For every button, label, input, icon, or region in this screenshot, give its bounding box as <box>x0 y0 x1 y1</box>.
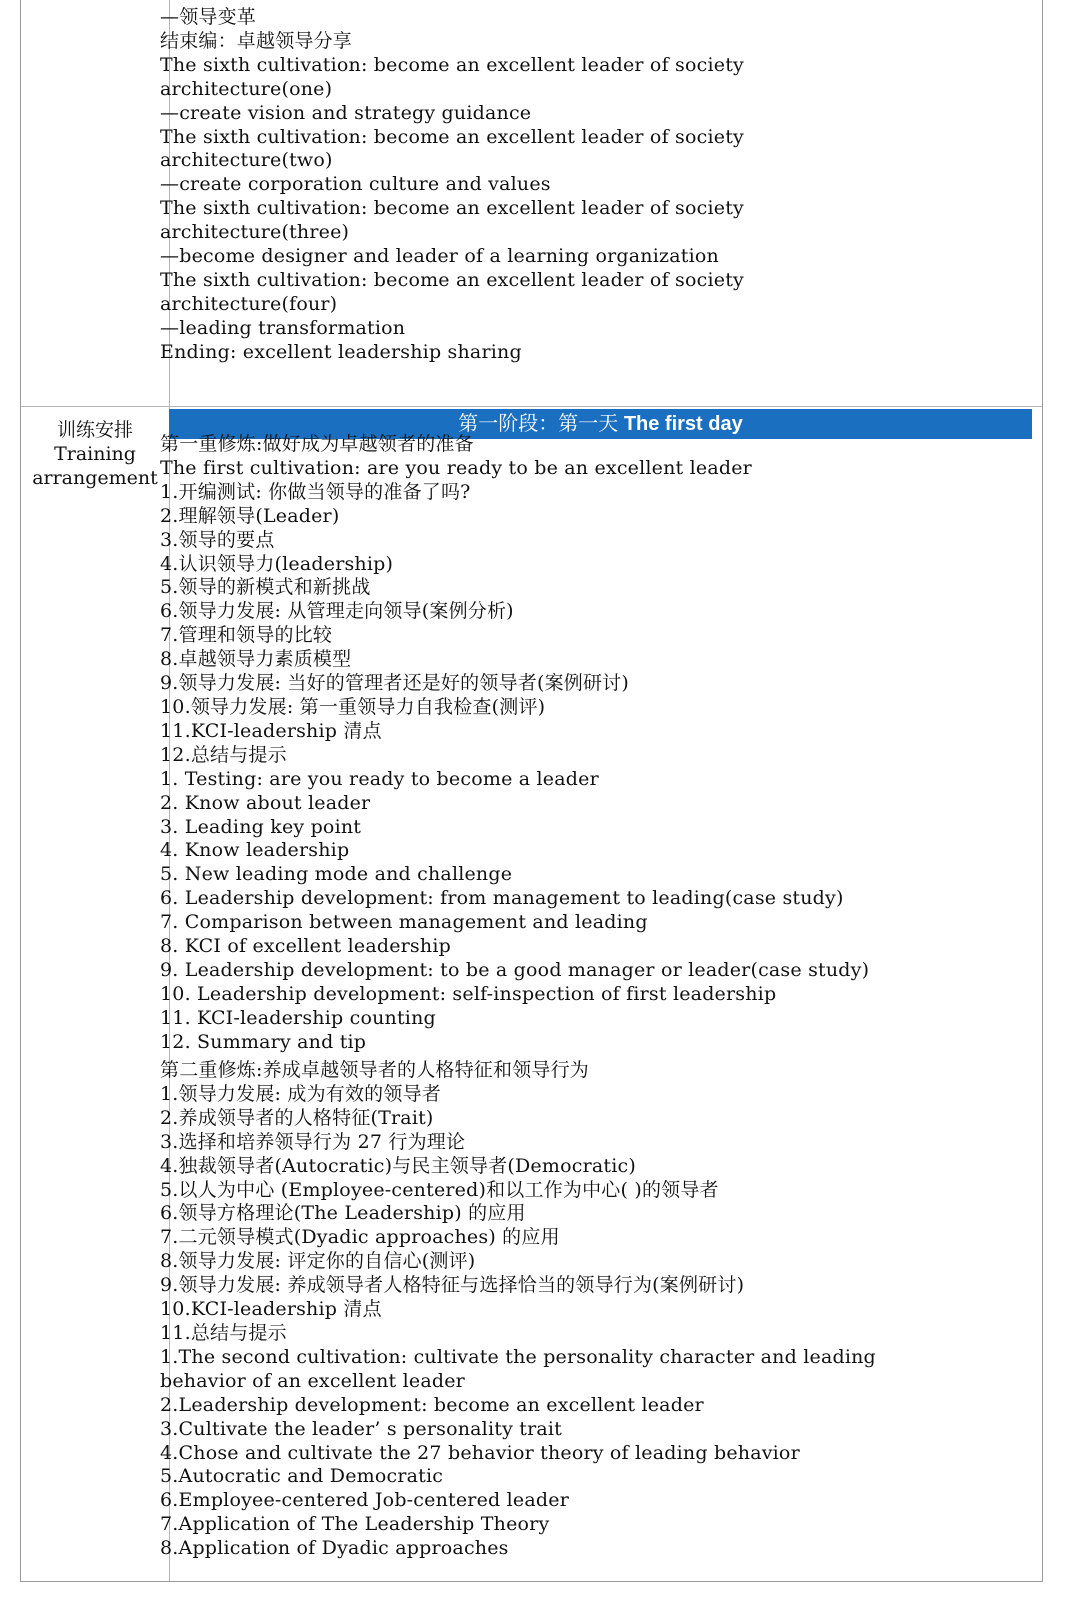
day1-line: 11. KCI-leadership counting <box>160 1006 436 1029</box>
day1-line: 第一重修炼:做好成为卓越领者的准备 <box>160 433 474 455</box>
day1-line: 11.KCI-leadership 清点 <box>160 719 382 742</box>
content-line: —become designer and leader of a learning organization <box>160 245 719 268</box>
content-line: architecture(two) <box>160 149 333 172</box>
second-cultivation-line: 7.二元领导模式(Dyadic approaches) 的应用 <box>160 1226 560 1249</box>
day1-line: 5.领导的新模式和新挑战 <box>160 576 371 599</box>
day1-line: 7.管理和领导的比较 <box>160 624 333 647</box>
second-cultivation-line: 3.Cultivate the leader’ s personality trait <box>160 1417 562 1440</box>
day1-line: 8. KCI of excellent leadership <box>160 935 451 958</box>
content-line: The sixth cultivation: become an excellent leader of society <box>160 53 744 76</box>
second-cultivation-line: 6.领导方格理论(The Leadership) 的应用 <box>160 1202 526 1225</box>
left-label-cell <box>21 406 169 490</box>
day1-line: 1. Testing: are you ready to become a leader <box>160 767 599 790</box>
content-line: The sixth cultivation: become an excellent leader of society <box>160 268 744 291</box>
second-cultivation-line: 5.Autocratic and Democratic <box>160 1465 444 1488</box>
content-line: architecture(one) <box>160 77 333 100</box>
second-cultivation-line: 3.选择和培养领导行为 27 行为理论 <box>160 1130 466 1153</box>
content-line: The sixth cultivation: become an excellent leader of society <box>160 125 744 148</box>
day1-line: 12.总结与提示 <box>160 743 287 766</box>
second-cultivation-line: 10.KCI-leadership 清点 <box>160 1298 382 1321</box>
second-cultivation-line: behavior of an excellent leader <box>160 1369 465 1392</box>
day1-line: 3.领导的要点 <box>160 528 275 551</box>
second-cultivation-block <box>160 1059 1059 1561</box>
banner-en: The first day <box>623 413 743 435</box>
content-line: 结束编：卓越领导分享 <box>160 29 353 52</box>
left-label-en-1: Training <box>54 443 136 465</box>
second-cultivation-line: 11.总结与提示 <box>160 1321 287 1344</box>
content-line: —create vision and strategy guidance <box>160 101 532 124</box>
second-cultivation-line: 8.领导力发展: 评定你的自信心(测评) <box>160 1250 476 1273</box>
second-cultivation-line: 9.领导力发展: 养成领导者人格特征与选择恰当的领导行为(案例研讨) <box>160 1274 745 1297</box>
left-label-zh: 训练安排 <box>56 419 133 441</box>
second-cultivation-line: 8.Application of Dyadic approaches <box>160 1537 509 1560</box>
second-cultivation-line: 6.Employee-centered Job-centered leader <box>160 1489 569 1512</box>
day1-line: 10.领导力发展: 第一重领导力自我检查(测评) <box>160 695 546 718</box>
content-line: architecture(four) <box>160 292 338 315</box>
content-line: Ending: excellent leadership sharing <box>160 340 522 363</box>
content-line: —leading transformation <box>160 316 406 339</box>
second-cultivation-line: 2.Leadership development: become an excellent leader <box>160 1393 704 1416</box>
day1-line: 2. Know about leader <box>160 791 371 814</box>
second-cultivation-line: 1.The second cultivation: cultivate the personality character and leading <box>160 1345 876 1368</box>
day1-line: 7. Comparison between management and leading <box>160 911 648 934</box>
second-cultivation-line: 2.养成领导者的人格特征(Trait) <box>160 1106 434 1129</box>
content-line: —领导变革 <box>160 6 257 28</box>
day1-line: 1.开编测试: 你做当领导的准备了吗? <box>160 480 471 503</box>
day1-line: 10. Leadership development: self-inspection of first leadership <box>160 982 777 1005</box>
day1-line: 6. Leadership development: from management to leading(case study) <box>160 887 844 910</box>
day1-line: 9.领导力发展: 当好的管理者还是好的领导者(案例研讨) <box>160 672 629 695</box>
row-divider <box>21 406 1042 407</box>
banner-zh: 第一阶段：第一天 <box>458 413 624 435</box>
day1-line: 3. Leading key point <box>160 815 362 838</box>
day1-line: 9. Leadership development: to be a good manager or leader(case study) <box>160 958 870 981</box>
day1-line: The first cultivation: are you ready to be an excellent leader <box>160 456 752 479</box>
day1-line: 4.认识领导力(leadership) <box>160 552 394 575</box>
day1-line: 12. Summary and tip <box>160 1030 367 1053</box>
day1-line: 8.卓越领导力素质模型 <box>160 648 352 671</box>
second-cultivation-line: 第二重修炼:养成卓越领导者的人格特征和领导行为 <box>160 1059 590 1081</box>
content-line: architecture(three) <box>160 221 350 244</box>
day1-line: 6.领导力发展: 从管理走向领导(案例分析) <box>160 600 514 623</box>
second-cultivation-line: 5.以人为中心 (Employee-centered)和以工作为中心( )的领导者 <box>160 1178 719 1201</box>
day1-line: 4. Know leadership <box>160 839 350 862</box>
day1-line: 2.理解领导(Leader) <box>160 504 340 527</box>
content-line: The sixth cultivation: become an excellent leader of society <box>160 197 744 220</box>
second-cultivation-line: 4.Chose and cultivate the 27 behavior theory of leading behavior <box>160 1441 800 1464</box>
second-cultivation-line: 7.Application of The Leadership Theory <box>160 1513 550 1536</box>
second-cultivation-line: 1.领导力发展: 成为有效的领导者 <box>160 1082 441 1105</box>
content-line: —create corporation culture and values <box>160 173 551 196</box>
top-content-block <box>160 6 1059 365</box>
second-cultivation-line: 4.独裁领导者(Autocratic)与民主领导者(Democratic) <box>160 1154 636 1177</box>
left-label-en-2: arrangement <box>32 467 158 489</box>
day1-content-block <box>160 433 1059 1055</box>
day1-line: 5. New leading mode and challenge <box>160 863 513 886</box>
